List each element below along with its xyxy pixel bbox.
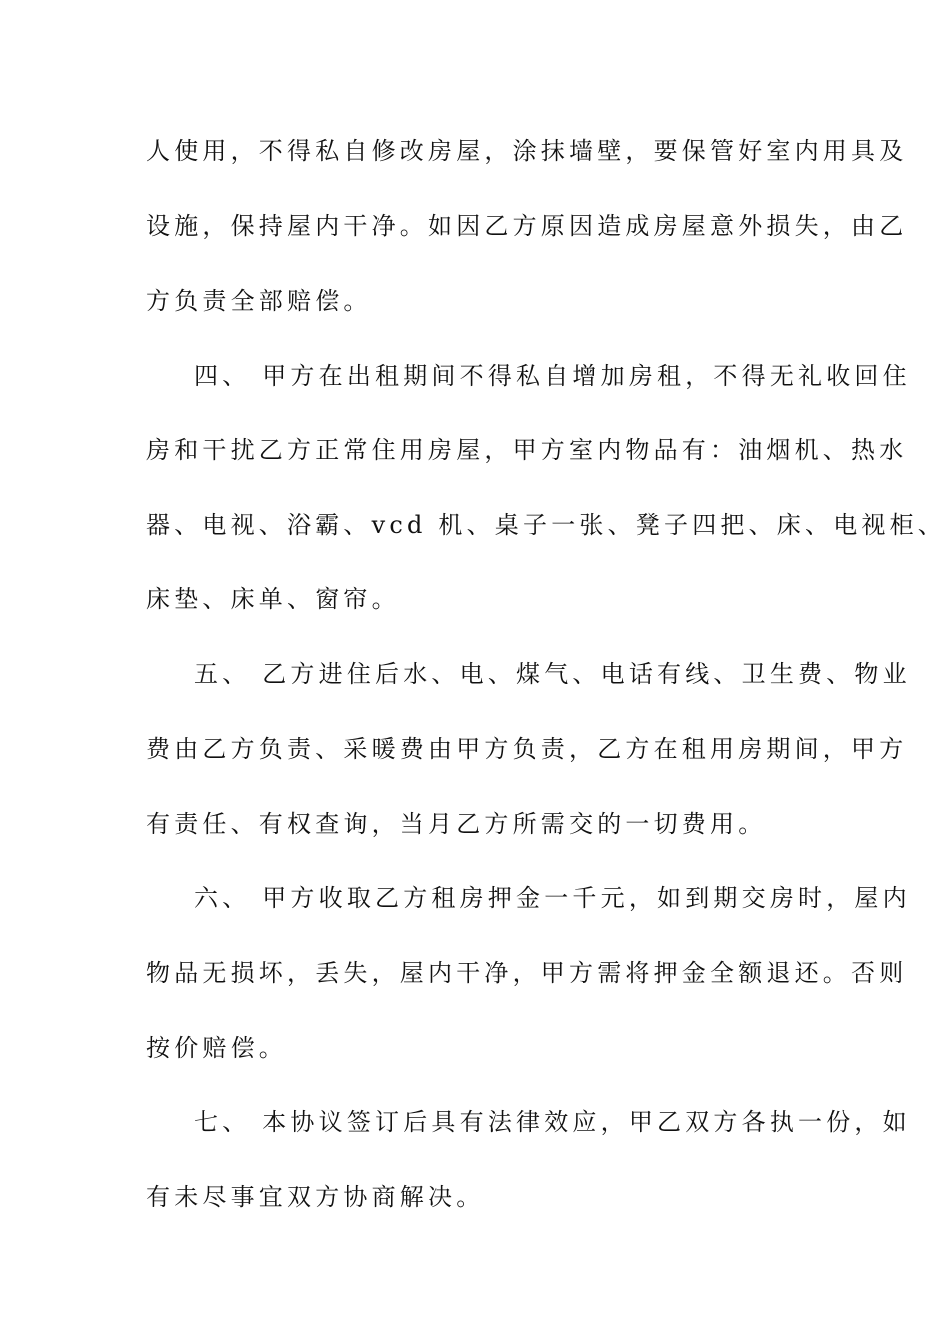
text-line: 床垫、床单、窗帘。 [146, 585, 400, 613]
text-line: 按价赔偿。 [146, 1034, 287, 1062]
text-line: 人使用，不得私自修改房屋，涂抹墙壁，要保管好室内用具及 [146, 137, 908, 165]
text-line: 费由乙方负责、采暖费由甲方负责，乙方在租用房期间，甲方 [146, 735, 908, 763]
clause-four-first-line: 四、 甲方在出租期间不得私自增加房租，不得无礼收回住 [194, 362, 911, 390]
text-line: 有未尽事宜双方协商解决。 [146, 1183, 485, 1211]
text-line: 设施，保持屋内干净。如因乙方原因造成房屋意外损失，由乙 [146, 212, 908, 240]
text-line: 有责任、有权查询，当月乙方所需交的一切费用。 [146, 810, 767, 838]
text-line: 房和干扰乙方正常住用房屋，甲方室内物品有：油烟机、热水 [146, 436, 908, 464]
text-line: 物品无损坏，丢失，屋内干净，甲方需将押金全额退还。否则 [146, 959, 908, 987]
clause-six-first-line: 六、 甲方收取乙方租房押金一千元，如到期交房时，屋内 [194, 884, 911, 912]
text-line: 方负责全部赔偿。 [146, 287, 372, 315]
text-line: 器、电视、浴霸、vcd 机、桌子一张、凳子四把、床、电视柜、 [146, 511, 946, 539]
clause-seven-first-line: 七、 本协议签订后具有法律效应，甲乙双方各执一份，如 [194, 1108, 911, 1136]
clause-five-first-line: 五、 乙方进住后水、电、煤气、电话有线、卫生费、物业 [194, 660, 911, 688]
